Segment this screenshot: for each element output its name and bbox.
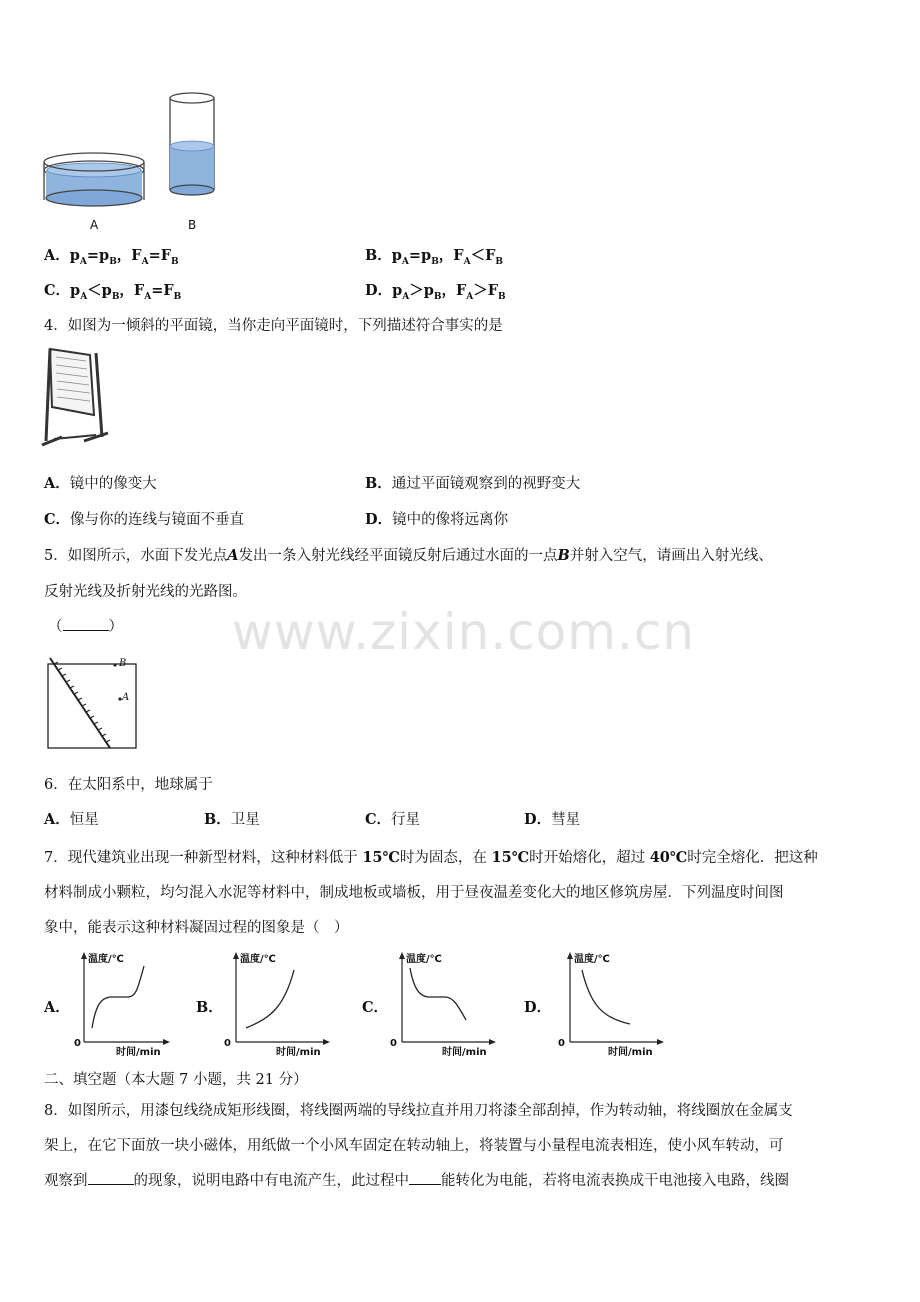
q8-stem-line1: 8．如图所示，用漆包线绕成矩形线圈，将线圈两端的导线拉直并用刀将漆全部刮掉，作为转动轴，将线圈放在金属支 xyxy=(44,1103,793,1119)
q7-stem-line1: 7．现代建筑业出现一种新型材料，这种材料低于 15℃时为固态，在 15℃时开始熔化，超过 40℃时完全熔化．把这种 xyxy=(44,849,818,866)
q8-blank-2[interactable] xyxy=(409,1184,441,1185)
q7-graph-c-ylabel: 温度/℃ xyxy=(406,954,442,965)
q7-graph-c-xlabel: 时间/min xyxy=(442,1047,487,1058)
q5-fig-label-b: B xyxy=(119,658,127,669)
q4-mirror-figure xyxy=(40,345,112,455)
q6-option-d: D．彗星 xyxy=(524,811,581,828)
q3-figure-containers xyxy=(40,88,230,236)
q7-graph-a-ylabel: 温度/℃ xyxy=(88,954,124,965)
q7-graph-d xyxy=(556,948,666,1048)
q7-graph-b-origin: 0 xyxy=(224,1038,231,1049)
q4-option-b: B．通过平面镜观察到的视野变大 xyxy=(365,475,581,492)
q5-water-mirror-figure xyxy=(44,654,144,752)
q7-graph-b xyxy=(222,948,332,1048)
watermark: www.zixin.com.cn xyxy=(232,603,696,661)
q7-graph-b-key: B． xyxy=(196,999,223,1016)
q4-stem: 4．如图为一倾斜的平面镜，当你走向平面镜时，下列描述符合事实的是 xyxy=(44,318,503,334)
q7-graph-d-origin: 0 xyxy=(558,1038,565,1049)
q7-graph-a-xlabel: 时间/min xyxy=(116,1047,161,1058)
q7-graph-a-key: A． xyxy=(44,999,70,1016)
q3-fig-label-a: A xyxy=(90,218,99,232)
q3-option-d: D．$p_A>p_B$，$F_A>F_B$ xyxy=(365,282,506,302)
q3-option-c: C．$p_A<p_B$，$F_A=F_B$ xyxy=(44,282,182,302)
q7-graph-c-origin: 0 xyxy=(390,1038,397,1049)
q6-option-a: A．恒星 xyxy=(44,811,99,828)
q6-option-c: C．行星 xyxy=(365,811,421,828)
q4-option-c: C．像与你的连线与镜面不垂直 xyxy=(44,511,245,528)
q7-graph-a-origin: 0 xyxy=(74,1038,81,1049)
q3-fig-label-b: B xyxy=(188,218,197,232)
q7-graph-c xyxy=(388,948,498,1048)
q6-option-b: B．卫星 xyxy=(204,811,260,828)
q7-graph-d-xlabel: 时间/min xyxy=(608,1047,653,1058)
q7-graph-c-key: C． xyxy=(362,999,389,1016)
q7-graph-b-ylabel: 温度/℃ xyxy=(240,954,276,965)
q7-stem-line2: 材料制成小颗粒，均匀混入水泥等材料中，制成地板或墙板，用于昼夜温差变化大的地区修筑房屋．下列温度时间图 xyxy=(44,885,784,901)
section-title-fill-in: 二、填空题（本大题 7 小题，共 21 分） xyxy=(44,1072,308,1088)
q7-graph-d-ylabel: 温度/℃ xyxy=(574,954,610,965)
q7-graph-b-xlabel: 时间/min xyxy=(276,1047,321,1058)
q7-stem-line3: 象中，能表示这种材料凝固过程的图象是（ ） xyxy=(44,920,349,936)
q3-option-b: B．$p_A=p_B$，$F_A<F_B$ xyxy=(365,247,503,267)
q7-graph-d-key: D． xyxy=(524,999,552,1016)
q5-answer-blank[interactable]: （ ） xyxy=(48,619,123,635)
q8-stem-line3: 观察到 的现象，说明电路中有电流产生，此过程中 能转化为电能，若将电流表换成干电池接入电路，线圈 xyxy=(44,1173,789,1189)
q4-option-d: D．镜中的像将远离你 xyxy=(365,511,509,528)
q4-option-a: A．镜中的像变大 xyxy=(44,475,157,492)
q3-option-a: A．$p_A=p_B$，$F_A=F_B$ xyxy=(44,247,179,267)
q8-blank-1[interactable] xyxy=(88,1184,134,1185)
q8-stem-line2: 架上，在它下面放一块小磁体，用纸做一个小风车固定在转动轴上，将装置与小量程电流表相连，使小风车转动，可 xyxy=(44,1138,784,1154)
q6-stem: 6．在太阳系中，地球属于 xyxy=(44,777,213,793)
q5-stem-line2: 反射光线及折射光线的光路图。 xyxy=(44,584,247,600)
q5-fig-label-a: A xyxy=(122,692,130,703)
q5-stem-line1: 5．如图所示，水面下发光点A发出一条入射光线经平面镜反射后通过水面的一点B并射入空气，请画出入射光线、 xyxy=(44,547,773,564)
